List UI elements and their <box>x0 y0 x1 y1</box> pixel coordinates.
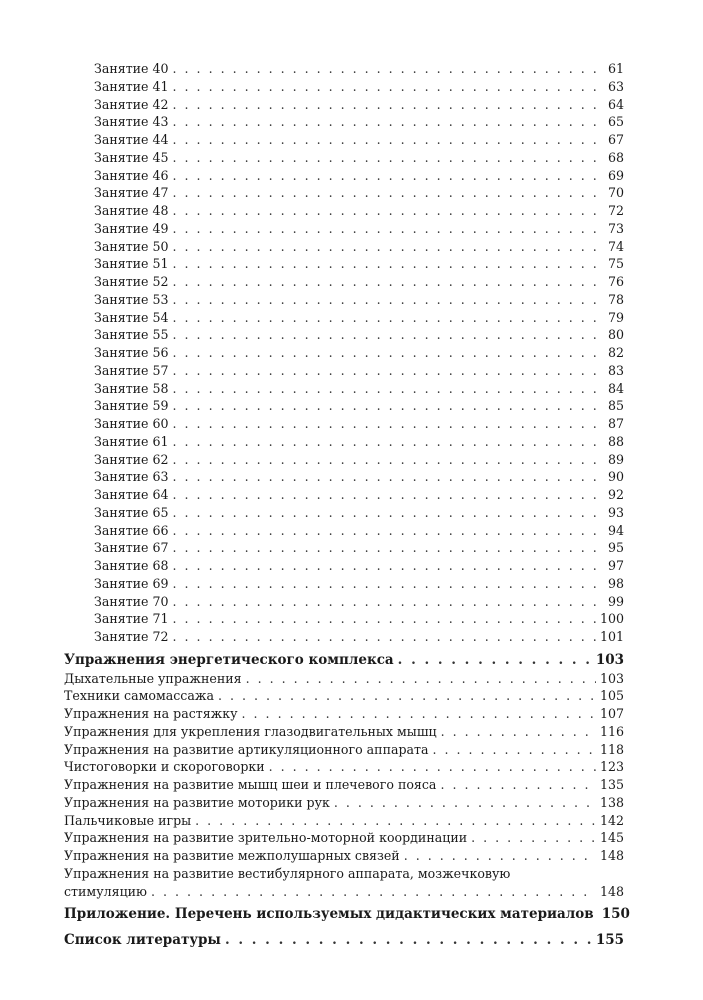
page-number: 67 <box>607 132 624 147</box>
toc-entry-label: Занятие 48 <box>94 203 169 218</box>
dot-leader <box>173 380 598 398</box>
page-number: 83 <box>607 362 624 378</box>
toc-heading-bibliography[interactable] <box>64 932 624 950</box>
dot-leader <box>173 362 598 380</box>
page-number: 90 <box>607 469 624 485</box>
dot-leader <box>173 451 598 469</box>
page-number: 88 <box>607 433 624 449</box>
toc-entry-lesson[interactable] <box>64 184 624 202</box>
page-number: 105 <box>599 688 624 704</box>
dot-leader <box>173 433 598 451</box>
toc-entry-label: Техники самомассажа <box>64 688 214 704</box>
toc-entry-label: Занятие 44 <box>94 132 169 147</box>
page-number: 93 <box>607 504 624 520</box>
toc-entry-lesson[interactable] <box>64 202 624 220</box>
toc-entry-lesson[interactable] <box>64 397 624 415</box>
page-number: 123 <box>599 759 624 775</box>
page-number: 94 <box>607 522 624 538</box>
dot-leader <box>173 273 598 291</box>
page-number: 61 <box>607 61 624 76</box>
toc-entry[interactable] <box>64 741 624 759</box>
page-number: 135 <box>599 777 624 792</box>
dot-leader <box>151 883 596 901</box>
dot-leader <box>441 723 596 741</box>
toc-heading-label: Упражнения энергетического комплекса <box>64 651 394 668</box>
toc-entry-label: Занятие 51 <box>94 256 169 272</box>
page-number: 70 <box>607 185 624 201</box>
page-number: 84 <box>607 380 624 396</box>
page-number: 76 <box>607 274 624 289</box>
toc-entry-label: Занятие 47 <box>94 185 169 201</box>
toc-entry-label: Занятие 72 <box>94 629 169 644</box>
dot-leader <box>173 149 598 167</box>
toc-entry-lesson[interactable] <box>64 60 624 78</box>
page-number: 142 <box>599 812 624 828</box>
page-number: 65 <box>607 114 624 130</box>
toc-entry-label: Занятие 64 <box>94 487 169 502</box>
page-number: 75 <box>607 256 624 272</box>
toc-entry-lesson[interactable] <box>64 575 624 593</box>
toc-entry-label: Упражнения для укрепления глазодвигательных мышц <box>64 723 437 739</box>
dot-leader <box>173 610 596 628</box>
toc-entry[interactable] <box>64 847 624 865</box>
toc-entry-label: Занятие 58 <box>94 380 169 396</box>
page-number: 97 <box>607 558 624 573</box>
toc-entry-label-line1: Упражнения на развитие вестибулярного аппарата, мозжечковую <box>64 865 511 881</box>
toc-entry-label: Упражнения на развитие межполушарных связей <box>64 848 400 863</box>
page-number: 103 <box>599 670 624 686</box>
toc-entry-lesson[interactable] <box>64 486 624 504</box>
dot-leader <box>173 60 598 78</box>
toc-entry-label: Занятие 68 <box>94 558 169 573</box>
toc-entry-label: Занятие 52 <box>94 274 169 289</box>
toc-entry-label: Занятие 62 <box>94 451 169 467</box>
page-number: 145 <box>599 830 624 846</box>
dot-leader <box>433 741 596 759</box>
dot-leader <box>173 522 598 540</box>
toc-entry-lesson[interactable] <box>64 362 624 380</box>
toc-entry[interactable] <box>64 670 624 688</box>
energy-items-list <box>64 670 624 865</box>
dot-leader <box>173 291 598 309</box>
dot-leader <box>173 167 598 185</box>
dot-leader <box>471 829 596 847</box>
dot-leader <box>173 220 598 238</box>
toc-entry-label: Занятие 57 <box>94 362 169 378</box>
toc-heading-label: Приложение. Перечень используемых дидактических материалов <box>64 906 594 923</box>
page-number: 74 <box>607 238 624 254</box>
dot-leader <box>173 504 598 522</box>
page-number: 98 <box>607 575 624 591</box>
toc-entry[interactable] <box>64 723 624 741</box>
dot-leader <box>173 397 598 415</box>
dot-leader <box>246 670 596 688</box>
toc-entry-lesson[interactable] <box>64 149 624 167</box>
toc-entry-lesson[interactable] <box>64 539 624 557</box>
page-number: 155 <box>595 932 624 948</box>
toc-entry-label: Дыхательные упражнения <box>64 670 242 686</box>
toc-entry-label: Занятие 63 <box>94 469 169 485</box>
toc-entry-label: Занятие 55 <box>94 327 169 343</box>
toc-entry-lesson[interactable] <box>64 522 624 540</box>
toc-entry-label: Занятие 50 <box>94 238 169 254</box>
dot-leader <box>225 932 592 950</box>
page-number: 100 <box>599 611 624 627</box>
toc-entry-label: Занятие 67 <box>94 540 169 556</box>
toc-entry-lesson[interactable] <box>64 380 624 398</box>
toc-entry[interactable] <box>64 829 624 847</box>
page-number: 107 <box>599 706 624 721</box>
toc-entry-lesson[interactable] <box>64 96 624 114</box>
toc-entry-label: Занятие 69 <box>94 575 169 591</box>
page-number: 92 <box>607 487 624 502</box>
dot-leader <box>404 847 596 865</box>
page-number: 64 <box>607 96 624 112</box>
dot-leader <box>173 628 596 646</box>
page-number: 95 <box>607 540 624 556</box>
dot-leader <box>173 255 598 273</box>
toc-entry-label: Занятие 53 <box>94 291 169 307</box>
toc-entry-label: Упражнения на растяжку <box>64 706 238 721</box>
dot-leader <box>173 202 598 220</box>
toc-entry[interactable] <box>64 687 624 705</box>
toc-entry[interactable] <box>64 794 624 812</box>
dot-leader <box>334 794 596 812</box>
toc-entry-label: Занятие 59 <box>94 398 169 414</box>
dot-leader <box>440 776 596 794</box>
toc-entry-label: Занятие 60 <box>94 416 169 431</box>
table-of-contents <box>64 60 630 950</box>
toc-entry-lesson[interactable] <box>64 220 624 238</box>
dot-leader <box>269 758 596 776</box>
toc-entry-label: Занятие 70 <box>94 593 169 609</box>
toc-entry-lesson[interactable] <box>64 593 624 611</box>
toc-entry-label: Занятие 61 <box>94 433 169 449</box>
page-number: 150 <box>601 906 630 923</box>
dot-leader <box>173 78 598 96</box>
toc-entry-label-line2: стимуляцию <box>64 883 148 899</box>
toc-entry-lesson[interactable] <box>64 113 624 131</box>
toc-entry-label: Занятие 40 <box>94 61 169 76</box>
toc-entry-label: Занятие 71 <box>94 611 169 627</box>
toc-entry-label: Занятие 41 <box>94 78 169 94</box>
page-number: 89 <box>607 451 624 467</box>
toc-entry-lesson[interactable] <box>64 557 624 575</box>
page-number: 85 <box>607 398 624 414</box>
toc-entry-lesson[interactable] <box>64 291 624 309</box>
toc-entry-lesson[interactable] <box>64 504 624 522</box>
toc-entry-lesson[interactable] <box>64 167 624 185</box>
page-number: 80 <box>607 327 624 343</box>
page-number: 118 <box>599 741 624 757</box>
page-number: 116 <box>599 723 624 739</box>
toc-entry-label: Занятие 45 <box>94 149 169 165</box>
dot-leader <box>173 486 598 504</box>
toc-entry[interactable] <box>64 776 624 794</box>
toc-entry-label: Занятие 43 <box>94 114 169 130</box>
page-number: 73 <box>607 220 624 236</box>
dot-leader <box>195 812 596 830</box>
toc-entry-label: Упражнения на развитие артикуляционного аппарата <box>64 741 429 757</box>
page-number: 148 <box>599 848 624 863</box>
dot-leader <box>173 96 598 114</box>
toc-heading-label: Список литературы <box>64 932 221 948</box>
dot-leader <box>173 415 598 433</box>
page-number: 63 <box>607 78 624 94</box>
page-number: 72 <box>607 203 624 218</box>
toc-entry-label: Упражнения на развитие зрительно-моторной координации <box>64 830 468 846</box>
toc-entry-lesson[interactable] <box>64 309 624 327</box>
toc-entry-lesson[interactable] <box>64 273 624 291</box>
toc-entry-lesson[interactable] <box>64 238 624 256</box>
dot-leader <box>218 687 596 705</box>
lessons-list <box>64 60 624 646</box>
toc-entry-lesson[interactable] <box>64 415 624 433</box>
toc-entry-lesson[interactable] <box>64 628 624 646</box>
page-number: 99 <box>607 593 624 609</box>
page-number: 138 <box>599 794 624 810</box>
toc-entry-lesson[interactable] <box>64 131 624 149</box>
page-number: 82 <box>607 345 624 360</box>
dot-leader <box>173 557 598 575</box>
dot-leader <box>173 113 598 131</box>
toc-entry-label: Занятие 49 <box>94 220 169 236</box>
toc-entry[interactable] <box>64 705 624 723</box>
dot-leader <box>173 326 598 344</box>
toc-entry-lesson[interactable] <box>64 255 624 273</box>
page-number: 68 <box>607 149 624 165</box>
toc-entry-label: Занятие 54 <box>94 309 169 325</box>
toc-entry-label: Пальчиковые игры <box>64 812 192 828</box>
dot-leader <box>242 705 596 723</box>
dot-leader <box>173 344 598 362</box>
dot-leader <box>173 593 598 611</box>
page-number: 87 <box>607 416 624 431</box>
page-number: 103 <box>595 651 624 668</box>
toc-entry[interactable] <box>64 758 624 776</box>
toc-entry-lesson[interactable] <box>64 433 624 451</box>
toc-heading-energy-complex[interactable] <box>64 652 624 670</box>
toc-entry-label: Занятие 42 <box>94 96 169 112</box>
page-number: 69 <box>607 167 624 183</box>
toc-entry-lesson[interactable] <box>64 610 624 628</box>
toc-entry-lesson[interactable] <box>64 78 624 96</box>
toc-heading-appendix[interactable] <box>64 906 630 924</box>
toc-entry-lesson[interactable] <box>64 344 624 362</box>
toc-entry-lesson[interactable] <box>64 326 624 344</box>
toc-entry-label: Упражнения на развитие мышц шеи и плечевого пояса <box>64 777 437 792</box>
page-number: 79 <box>607 309 624 325</box>
page-number: 101 <box>599 629 624 644</box>
dot-leader <box>173 539 598 557</box>
toc-entry-label: Занятие 65 <box>94 504 169 520</box>
dot-leader <box>173 238 598 256</box>
dot-leader <box>173 468 598 486</box>
toc-entry-label: Занятие 56 <box>94 345 169 360</box>
dot-leader <box>173 309 598 327</box>
toc-entry[interactable] <box>64 812 624 830</box>
toc-entry-label: Занятие 66 <box>94 522 169 538</box>
toc-entry-label: Упражнения на развитие моторики рук <box>64 794 330 810</box>
dot-leader <box>173 184 598 202</box>
toc-entry-lesson[interactable] <box>64 468 624 486</box>
toc-entry-label: Занятие 46 <box>94 167 169 183</box>
dot-leader <box>173 575 598 593</box>
dot-leader <box>398 652 592 670</box>
page-number: 78 <box>607 291 624 307</box>
page-number: 148 <box>599 883 624 899</box>
toc-entry-vestibular[interactable] <box>64 865 624 901</box>
toc-entry-lesson[interactable] <box>64 451 624 469</box>
toc-entry-label: Чистоговорки и скороговорки <box>64 759 265 775</box>
dot-leader <box>173 131 598 149</box>
